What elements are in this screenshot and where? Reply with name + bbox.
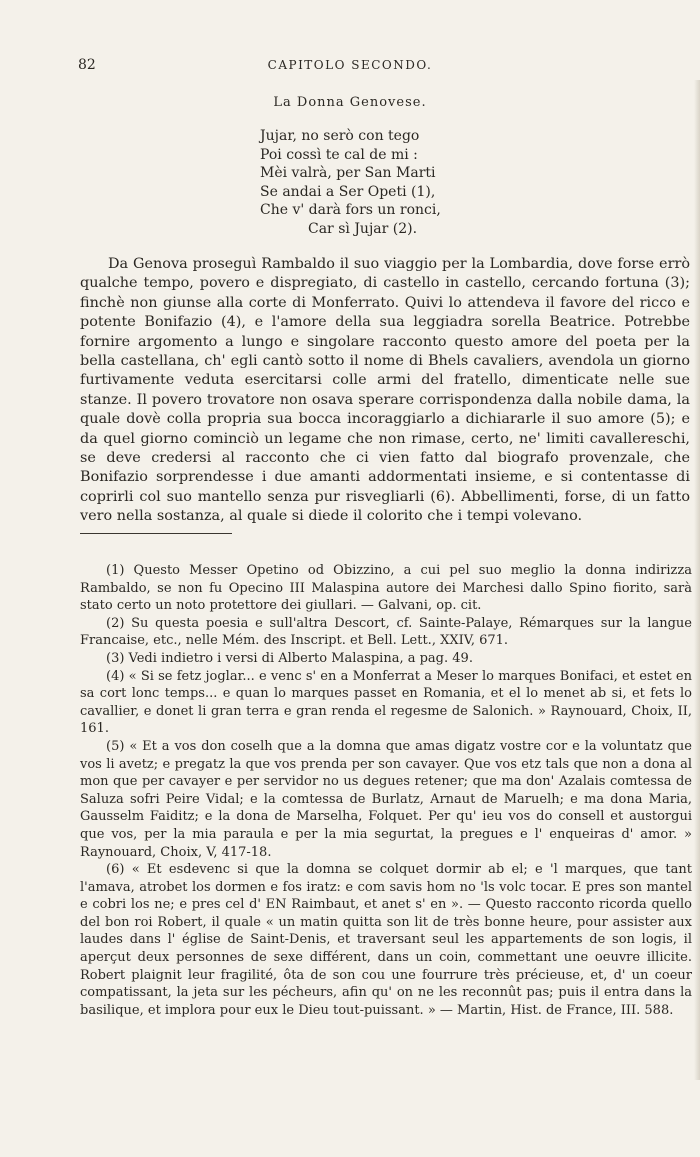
poem-line: Che v' darà fors un ronci, [260,202,441,219]
running-head: CAPITOLO SECONDO. [267,58,433,72]
footnote: (6) « Et esdevenc si que la domna se colquet dormir ab el; e 'l marques, que tant l'amava, atrobet los dormen e fos iratz: e com savis hom no 'ls volc tocar. E pres son mantel e cobri los ne; e pres cel d' EN Raimbaut, et anet s' en ». — Questo racconto ricorda quello del bon roi Robert, il quale « un matin quitta son lit de très bonne heure, pour assister aux laudes dans l' église de Saint-Denis, et traversant seul les appartements de son logis, il aperçut deux personnes de sexe différent, dans un coin, commettant une oeuvre illicite. Robert plaignit leur fragilité, ôta de son cou une fourrure très précieuse, et, d' un coeur compatissant, la jeta sur les pécheurs, afin qu' on ne les reconnût pas; puis il entra dans la basilique, et implora pour eux le Dieu tout-puissant. » — Martin, Hist. de France, III. 588. [80,862,692,1018]
footnote-divider [80,533,232,534]
poem-line: Jujar, no serò con tego [260,128,420,144]
footnote: (1) Questo Messer Opetino od Obizzino, a cui pel suo meglio la donna indirizza Rambaldo, se non fu Opecino III Malaspina autore dei Marchesi dallo Spino fiorito, sarà stato certo un noto protettore dei giullari. — Galvani, op. cit. [80,563,692,614]
poem-line: Car sì Jujar (2). [308,220,418,237]
footnote: (5) « Et a vos don coselh que a la domna que amas digatz vostre cor e la voluntatz que vos li avetz; e pregatz la que vos prenda per son cavayer. Que vos etz tals que non a dona al mon que per cavayer e per servidor no us degues retener; que ma don' Azalais comtessa de Saluza sofri Peire Vidal; e la comtessa de Burlatz, Arnaut de Maruelh; e ma dona Maria, Gausselm Faiditz; e la dona de Marselha, Folquet. Per qu' ieu vos do consell et austorgui que vos, per la mia paraula e per la mia segurtat, la pregues e l' enqueiras d' amor. » Raynouard, Choix, V, 417-18. [80,738,692,860]
poem-line: Poi cossì te cal de mi : [260,146,418,163]
poem-title: La Donna Genovese. [273,95,427,110]
footnotes [80,562,692,1019]
body-paragraph: Da Genova proseguì Rambaldo il suo viaggio per la Lombardia, dove forse errò qualche tempo, povero e dispregiato, di castello in castello, cercando fortuna (3); finchè non giunse alla corte di Monferrato. Quivi lo attendeva il favore del ricco e potente Bonifazio (4), e l'amore della sua leggiadra sorella Beatrice. Potrebbe fornire argomento a lungo e singolare racconto questo amore del poeta per la bella castellana, ch' egli cantò sotto il nome di Bhels cavaliers, avendola un giorno furtivamente veduta esercitarsi colle armi del fratello, dimenticate nelle sue stanze. Il povero trovatore non osava sperare corrispondenza dalla nobile dama, la quale dovè colla propria sua bocca incoraggiarlo a dichiararle il suo amore (5); e da quel giorno cominciò un legame che non rimase, certo, ne' limiti cavallereschi, se deve credersi al racconto che ci vien fatto dal biografo provenzale, che Bonifazio sorprendesse i due amanti addormentati insieme, e si contentasse di coprirli col suo mantello senza pur risvegliarli (6). Abbellimenti, forse, di un fatto vero nella sostanza, al quale si diede il colorito che i tempi volevano. [80,256,690,525]
page-number: 82 [78,57,96,73]
footnote: (3) Vedi indietro i versi di Alberto Malaspina, a pag. 49. [106,650,473,666]
poem [260,127,441,239]
poem-line: Mèi valrà, per San Marti [260,165,436,182]
main-text [80,255,690,527]
page-edge-shadow [694,80,700,1080]
footnote: (2) Su questa poesia e sull'altra Descort, cf. Sainte-Palaye, Rémarques sur la langue Francaise, etc., nelle Mém. des Inscript. et Bell. Lett., XXIV, 671. [80,615,692,649]
footnote: (4) « Si se fetz joglar... e venc s' en a Monferrat a Meser lo marques Bonifaci, et estet en sa cort lonc temps... e quan lo marques passet en Romania, et el lo menet ab si, et fets lo cavallier, e donet li gran terra e gran renda el regesme de Salonich. » Raynouard, Choix, II, 161. [80,668,692,737]
poem-line: Se andai a Ser Opeti (1), [260,183,436,200]
